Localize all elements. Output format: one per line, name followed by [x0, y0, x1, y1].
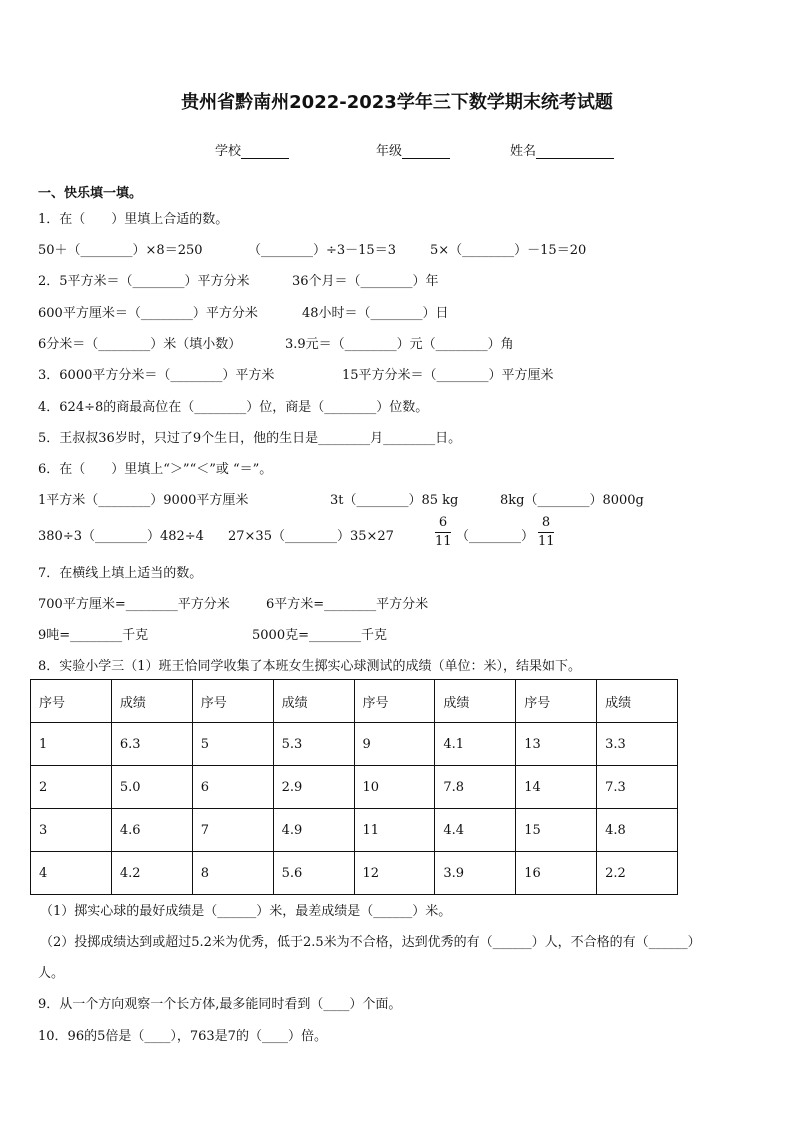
table-row [31, 766, 678, 809]
table-cell: 5 [192, 723, 273, 766]
name-field [510, 140, 614, 159]
name-label: 姓名 [510, 144, 537, 159]
question-1a: 50＋（________）×8＝250 [38, 243, 203, 258]
question-7b: 6平方米=________平方分米 [266, 597, 429, 612]
table-cell: 7 [192, 809, 273, 852]
fraction-numerator: 8 [538, 514, 554, 533]
table-cell: 3.9 [435, 852, 516, 895]
question-8-sub1: （1）掷实心球的最好成绩是（______）米，最差成绩是（______）米。 [40, 904, 452, 919]
grade-field [376, 140, 450, 159]
table-row [31, 809, 678, 852]
table-cell: 11 [354, 809, 435, 852]
table-cell: 4.6 [111, 809, 192, 852]
school-blank [241, 145, 289, 159]
table-header-cell: 成绩 [273, 680, 354, 723]
question-1c: 5×（________）－15＝20 [430, 243, 587, 258]
table-row [31, 723, 678, 766]
fraction-denominator: 11 [435, 534, 452, 549]
school-label: 学校 [215, 144, 242, 159]
table-cell: 5.6 [273, 852, 354, 895]
table-header-cell: 序号 [516, 680, 597, 723]
question-7a: 700平方厘米=________平方分米 [38, 597, 230, 612]
table-cell: 1 [31, 723, 112, 766]
question-3a: 3．6000平方分米＝（________）平方米 [38, 368, 275, 383]
table-cell: 3 [31, 809, 112, 852]
scores-table [30, 679, 678, 895]
table-cell: 15 [516, 809, 597, 852]
table-cell: 8 [192, 852, 273, 895]
question-8-title: 8．实验小学三（1）班王恰同学收集了本班女生掷实心球测试的成绩（单位：米），结果如下。 [38, 659, 582, 674]
table-cell: 7.8 [435, 766, 516, 809]
question-2a: 2．5平方米＝（________）平方分米 [38, 274, 250, 289]
table-cell: 4 [31, 852, 112, 895]
question-8-sub2-end: 人。 [38, 966, 65, 981]
question-3b: 15平方分米＝（________）平方厘米 [342, 368, 554, 383]
question-2e: 6分米＝（________）米（填小数） [38, 337, 242, 352]
question-2f: 3.9元＝（________）元（________）角 [285, 337, 514, 352]
fraction-denominator: 11 [538, 534, 555, 549]
table-cell: 3.3 [597, 723, 678, 766]
question-7-title: 7．在横线上填上适当的数。 [38, 566, 203, 581]
question-6-title: 6．在（ ）里填上“＞”“＜”或 “＝”。 [38, 462, 273, 477]
question-10: 10．96的5倍是（____），763是7的（____）倍。 [38, 1029, 327, 1044]
table-cell: 4.9 [273, 809, 354, 852]
table-cell: 7.3 [597, 766, 678, 809]
table-cell: 12 [354, 852, 435, 895]
table-header-row [31, 680, 678, 723]
table-cell: 2.9 [273, 766, 354, 809]
school-field [215, 140, 289, 159]
question-2b: 36个月＝（________）年 [292, 274, 439, 289]
table-cell: 6 [192, 766, 273, 809]
table-cell: 13 [516, 723, 597, 766]
table-header-cell: 序号 [31, 680, 112, 723]
question-1-title: 1．在（ ）里填上合适的数。 [38, 212, 229, 227]
table-cell: 2 [31, 766, 112, 809]
question-2d: 48小时＝（________）日 [302, 306, 449, 321]
table-header-cell: 成绩 [111, 680, 192, 723]
question-6a: 1平方米（________）9000平方厘米 [38, 493, 249, 508]
table-cell: 6.3 [111, 723, 192, 766]
table-header-cell: 成绩 [435, 680, 516, 723]
table-cell: 4.4 [435, 809, 516, 852]
fraction-numerator: 6 [435, 514, 451, 533]
fraction-eight-elevenths [538, 514, 554, 551]
question-6c: 8kg（________）8000g [500, 493, 644, 508]
table-cell: 16 [516, 852, 597, 895]
page-title: 贵州省黔南州2022-2023学年三下数学期末统考试题 [181, 92, 613, 113]
question-8-sub2: （2）投掷成绩达到或超过5.2米为优秀，低于2.5米为不合格，达到优秀的有（______）人，不合格的有（______） [40, 935, 701, 950]
table-cell: 14 [516, 766, 597, 809]
table-cell: 2.2 [597, 852, 678, 895]
question-6d: 380÷3（________）482÷4 [38, 529, 204, 544]
question-6f-blank: （________） [456, 529, 535, 544]
table-cell: 5.0 [111, 766, 192, 809]
table-cell: 4.1 [435, 723, 516, 766]
grade-label: 年级 [376, 144, 403, 159]
question-7c: 9吨=________千克 [38, 628, 149, 643]
table-cell: 4.2 [111, 852, 192, 895]
section-heading: 一、快乐填一填。 [38, 186, 143, 201]
table-cell: 5.3 [273, 723, 354, 766]
question-5: 5．王叔叔36岁时，只过了9个生日，他的生日是________月________日。 [38, 431, 462, 446]
table-row [31, 852, 678, 895]
question-2c: 600平方厘米＝（________）平方分米 [38, 306, 258, 321]
table-cell: 4.8 [597, 809, 678, 852]
table-header-cell: 序号 [354, 680, 435, 723]
name-blank [536, 145, 614, 159]
question-7d: 5000克=________千克 [252, 628, 387, 643]
question-1b: （________）÷3－15＝3 [248, 243, 396, 258]
question-4: 4．624÷8的商最高位在（________）位，商是（________）位数。 [38, 400, 429, 415]
grade-blank [402, 145, 450, 159]
fraction-six-elevenths [435, 514, 451, 551]
question-6e: 27×35（________）35×27 [228, 529, 394, 544]
table-header-cell: 成绩 [597, 680, 678, 723]
question-6b: 3t（________）85 kg [330, 493, 459, 508]
table-cell: 9 [354, 723, 435, 766]
question-9: 9．从一个方向观察一个长方体,最多能同时看到（____）个面。 [38, 997, 402, 1012]
table-header-cell: 序号 [192, 680, 273, 723]
table-cell: 10 [354, 766, 435, 809]
